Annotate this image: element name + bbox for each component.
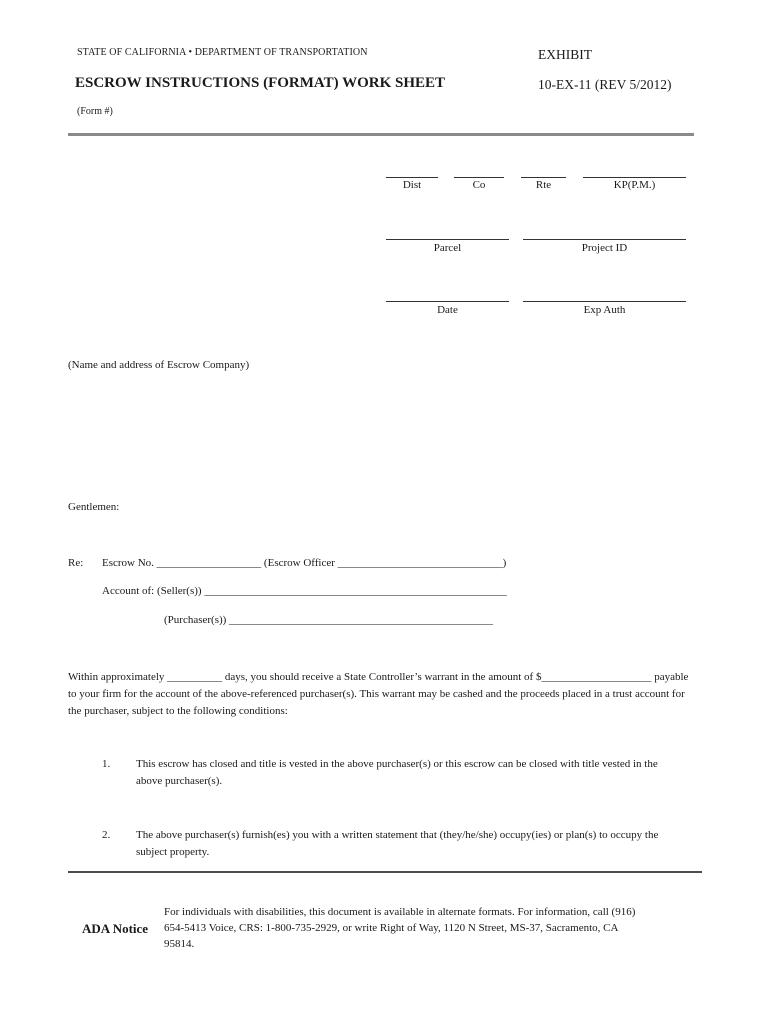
condition-2-number: 2.: [102, 829, 111, 841]
date-label: Date: [437, 304, 458, 316]
condition-1-text: This escrow has closed and title is vested in the above purchaser(s) or this escrow can be closed with title vested in the above purchaser(s).: [136, 758, 658, 787]
ada-notice-label: ADA Notice: [82, 921, 149, 936]
project-id-field-line[interactable]: [523, 239, 686, 240]
header-divider: [68, 133, 694, 136]
condition-1-number: 1.: [102, 758, 111, 770]
footer-divider: [68, 871, 702, 873]
agency-header: STATE OF CALIFORNIA • DEPARTMENT OF TRANSPORTATION: [77, 47, 368, 58]
purchaser-line[interactable]: (Purchaser(s)) ________________________________________________: [164, 614, 494, 626]
dist-label: Dist: [402, 179, 422, 191]
exhibit-label: EXHIBIT: [538, 47, 592, 62]
dist-field-line[interactable]: [386, 177, 438, 178]
rte-field-line[interactable]: [521, 177, 566, 178]
project-id-label: Project ID: [581, 242, 628, 254]
parcel-label: Parcel: [433, 242, 462, 254]
re-label: Re:: [68, 557, 84, 569]
date-field-line[interactable]: [386, 301, 509, 302]
co-field-line[interactable]: [454, 177, 504, 178]
ada-notice-text: For individuals with disabilities, this document is available in alternate formats. For information, call (916) 654-5413 Voice, CRS: 1-800-735-2929, or write Right of Way, 1120 N Street, MS-37, Sacramento, CA 95814.: [164, 906, 636, 950]
salutation: Gentlemen:: [68, 501, 120, 513]
kp-label: KP(P.M.): [613, 179, 656, 191]
condition-2-text: The above purchaser(s) furnish(es) you with a written statement that (they/he/she) occupy(ies) or plan(s) to occupy the subject property.: [136, 829, 659, 858]
escrow-company-label: (Name and address of Escrow Company): [68, 359, 250, 371]
parcel-field-line[interactable]: [386, 239, 509, 240]
form-code: 10-EX-11 (REV 5/2012): [538, 77, 672, 92]
exp-auth-field-line[interactable]: [523, 301, 686, 302]
kp-field-line[interactable]: [583, 177, 686, 178]
escrow-number-line[interactable]: Escrow No. ___________________ (Escrow Officer ______________________________): [102, 557, 507, 569]
account-seller-line[interactable]: Account of: (Seller(s)) _______________________________________________________: [102, 585, 507, 597]
exp-auth-label: Exp Auth: [583, 304, 626, 316]
intro-paragraph: Within approximately __________ days, you should receive a State Controller’s warrant in the amount of $____________________ payable to your firm for the account of the above-referenced purchaser(s). This warrant may be cashed and the proceeds placed in a trust account for the purchaser, subject to the following conditions:: [68, 671, 689, 717]
page-title: ESCROW INSTRUCTIONS (FORMAT) WORK SHEET: [75, 75, 446, 91]
rte-label: Rte: [535, 179, 552, 191]
co-label: Co: [472, 179, 486, 191]
form-number-label: (Form #): [77, 106, 113, 117]
